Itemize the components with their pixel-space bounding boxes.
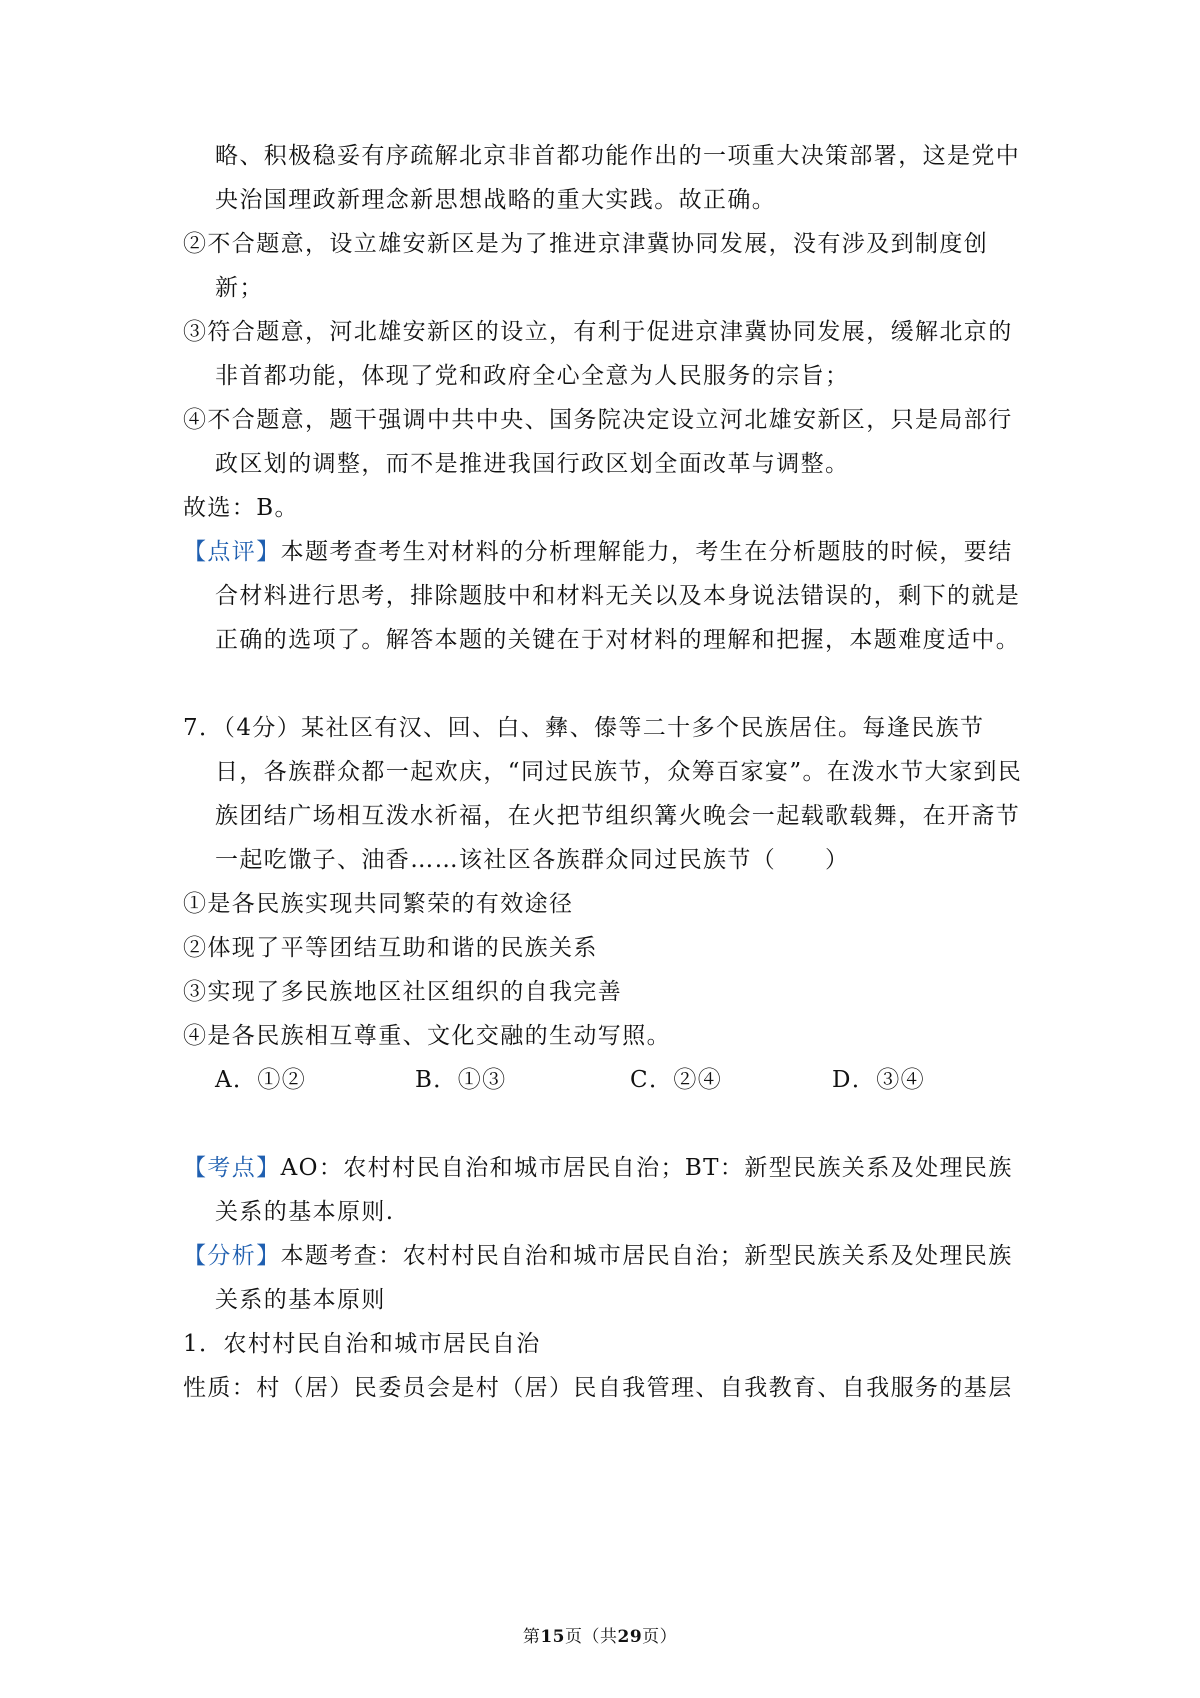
body-line: 性质：村（居）民委员会是村（居）民自我管理、自我教育、自我服务的基层 (183, 1375, 1013, 1401)
statement-item: ④是各民族相互尊重、文化交融的生动写照。 (183, 1023, 671, 1049)
footer-post: 页） (642, 1627, 678, 1647)
analysis-line: ③符合题意，河北雄安新区的设立，有利于促进京津冀协同发展，缓解北京的 (183, 319, 1013, 345)
body-line: 1．农村村民自治和城市居民自治 (183, 1331, 541, 1357)
analysis-line: ④不合题意，题干强调中共中央、国务院决定设立河北雄安新区，只是局部行 (183, 407, 1013, 433)
option-c: C．②④ (630, 1067, 723, 1093)
statement-item: ③实现了多民族地区社区组织的自我完善 (183, 979, 623, 1005)
option-d: D．③④ (832, 1067, 926, 1093)
footer-page-number: 15 (540, 1627, 565, 1647)
analysis-line: 略、积极稳妥有序疏解北京非首都功能作出的一项重大决策部署，这是党中 (215, 143, 1021, 169)
fenxi-line (183, 1241, 1013, 1271)
question-stem: 7．（4分）某社区有汉、回、白、彝、傣等二十多个民族居住。每逢民族节 (183, 715, 985, 741)
option-a: A．①② (215, 1067, 307, 1093)
comment-line (183, 537, 1013, 567)
kaodian-line: 关系的基本原则. (215, 1199, 395, 1225)
fenxi-tag: 【分析】 (183, 1243, 281, 1269)
statement-item: ①是各民族实现共同繁荣的有效途径 (183, 891, 574, 917)
analysis-line: 非首都功能，体现了党和政府全心全意为人民服务的宗旨； (215, 363, 850, 389)
footer-mid: 页（共 (565, 1627, 618, 1647)
page-footer (0, 1626, 1200, 1648)
comment-line: 合材料进行思考，排除题肢中和材料无关以及本身说法错误的，剩下的就是 (215, 583, 1021, 609)
comment-tag: 【点评】 (183, 539, 281, 565)
kaodian-line (183, 1153, 1013, 1183)
question-stem: 族团结广场相互泼水祈福，在火把节组织篝火晚会一起载歌载舞，在开斋节 (215, 803, 1021, 829)
kaodian-tag: 【考点】 (183, 1155, 281, 1181)
statement-item: ②体现了平等团结互助和谐的民族关系 (183, 935, 598, 961)
fenxi-text: 本题考查：农村村民自治和城市居民自治；新型民族关系及处理民族 (280, 1243, 1013, 1269)
answer-line: 故选：B。 (183, 495, 299, 521)
question-stem: 一起吃馓子、油香……该社区各族群众同过民族节（ ） (215, 847, 850, 873)
analysis-line: 政区划的调整，而不是推进我国行政区划全面改革与调整。 (215, 451, 850, 477)
comment-text: 本题考查考生对材料的分析理解能力，考生在分析题肢的时候，要结 (280, 539, 1013, 565)
analysis-line: 新； (215, 275, 264, 301)
fenxi-line: 关系的基本原则 (215, 1287, 386, 1313)
analysis-line: ②不合题意，设立雄安新区是为了推进京津冀协同发展，没有涉及到制度创 (183, 231, 989, 257)
comment-line: 正确的选项了。解答本题的关键在于对材料的理解和把握，本题难度适中。 (215, 627, 1021, 653)
question-stem: 日，各族群众都一起欢庆，“同过民族节，众筹百家宴”。在泼水节大家到民 (215, 759, 1023, 785)
kaodian-text: AO：农村村民自治和城市居民自治；BT：新型民族关系及处理民族 (280, 1155, 1013, 1181)
option-b: B．①③ (415, 1067, 507, 1093)
footer-total-pages: 29 (617, 1627, 643, 1647)
analysis-line: 央治国理政新理念新思想战略的重大实践。故正确。 (215, 187, 777, 213)
footer-pre: 第 (522, 1627, 541, 1647)
